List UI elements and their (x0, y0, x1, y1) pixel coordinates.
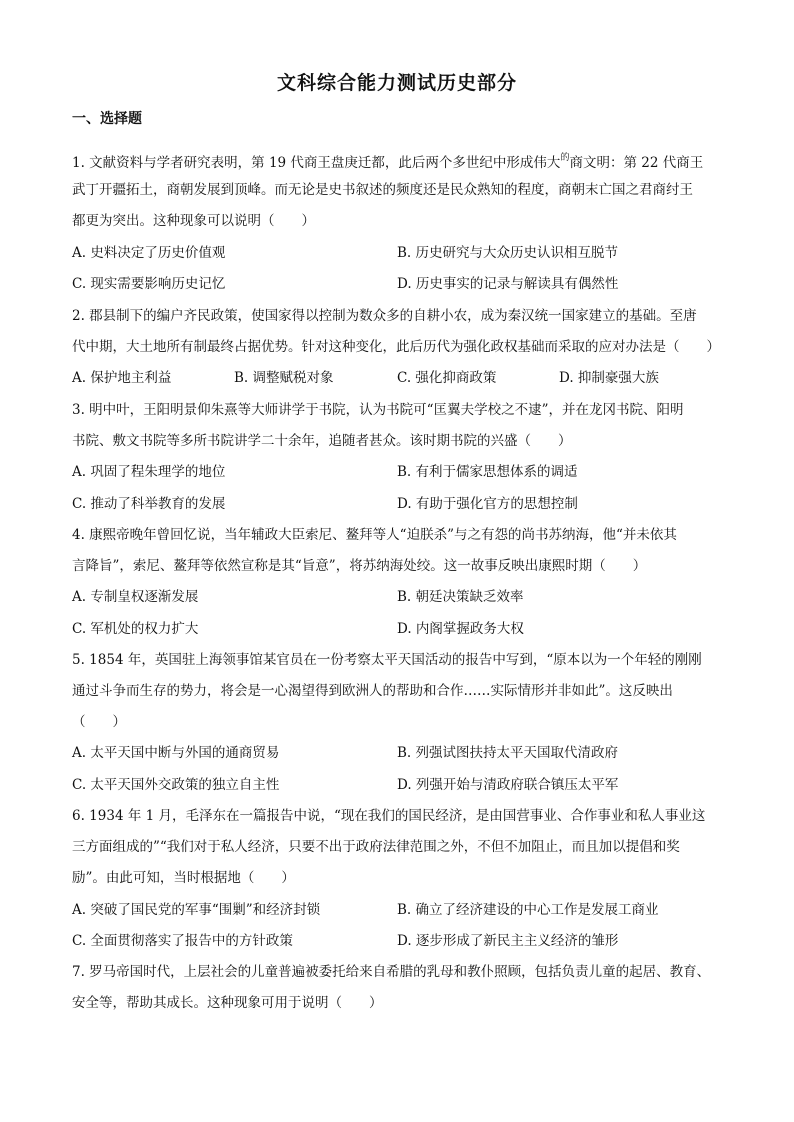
question-4-option-a: A. 专制皇权逐渐发展 (72, 589, 199, 605)
question-3-option-a: A. 巩固了程朱理学的地位 (72, 464, 226, 480)
question-5-option-d: D. 列强开始与清政府联合镇压太平军 (397, 777, 619, 793)
question-6-option-b: B. 确立了经济建设的中心工作是发展工商业 (397, 902, 659, 918)
section-heading: 一、选择题 (72, 111, 142, 127)
question-5-option-a: A. 太平天国中断与外国的通商贸易 (72, 745, 280, 761)
question-4-line-1: 4. 康熙帝晚年曾回忆说，当年辅政大臣索尼、鳌拜等人“迫朕杀”与之有怨的尚书苏纳海，他“并未依其 (72, 527, 677, 543)
question-5-option-b: B. 列强试图扶持太平天国取代清政府 (397, 745, 619, 761)
question-4-option-b: B. 朝廷决策缺乏效率 (397, 589, 524, 605)
question-6-option-c: C. 全面贯彻落实了报告中的方针政策 (72, 933, 293, 949)
question-6-line-2: 三方面组成的”“我们对于私人经济，只要不出于政府法律范围之外，不但不加阻止，而且加以提倡和奖 (72, 839, 680, 855)
question-6-line-1: 6. 1934 年 1 月，毛泽东在一篇报告中说，“现在我们的国民经济，是由国营事业、合作事业和私人事业这 (72, 808, 706, 824)
question-1-option-d: D. 历史事实的记录与解读具有偶然性 (397, 276, 619, 292)
question-4-option-c: C. 军机处的权力扩大 (72, 621, 199, 637)
question-2-line-2: 代中期，大土地所有制最终占据优势。针对这种变化，此后历代为强化政权基础而采取的应对办法是（ ） (72, 339, 720, 355)
question-4-option-d: D. 内阁掌握政务大权 (397, 621, 524, 637)
question-5-option-c: C. 太平天国外交政策的独立自主性 (72, 777, 280, 793)
question-3-option-c: C. 推动了科举教育的发展 (72, 496, 226, 512)
question-6-line-3: 励”。由此可知，当时根据地（ ） (72, 870, 295, 886)
question-7-line-2: 安全等，帮助其成长。这种现象可用于说明（ ） (72, 995, 383, 1011)
question-3-option-b: B. 有利于儒家思想体系的调适 (397, 464, 578, 480)
question-2-option-b: B. 调整赋税对象 (234, 370, 334, 386)
page-title: 文科综合能力测试历史部分 (276, 72, 517, 94)
question-3-option-d: D. 有助于强化官方的思想控制 (397, 496, 578, 512)
question-1-option-b: B. 历史研究与大众历史认识相互脱节 (397, 245, 619, 261)
superscript-note: 的 (560, 153, 570, 163)
question-3-line-1: 3. 明中叶，王阳明景仰朱熹等大师讲学于书院，认为书院可“匡翼夫学校之不逮”，并在龙冈书院、阳明 (72, 402, 684, 418)
question-5-line-3: （ ） (72, 714, 126, 730)
question-5-line-2: 通过斗争而生存的势力，将会是一心渴望得到欧洲人的帮助和合作……实际情形并非如此”。这反映出 (72, 683, 673, 699)
question-1-option-a: A. 史料决定了历史价值观 (72, 245, 226, 261)
question-2-option-a: A. 保护地主利益 (72, 370, 172, 386)
question-5-line-1: 5. 1854 年，英国驻上海领事馆某官员在一份考察太平天国活动的报告中写到，“原本以为一个年轻的刚刚 (72, 652, 702, 668)
question-2-line-1: 2. 郡县制下的编户齐民政策，使国家得以控制为数众多的自耕小农，成为秦汉统一国家建立的基础。至唐 (72, 308, 697, 324)
question-1-line-2: 武丁开疆拓土，商朝发展到顶峰。而无论是史书叙述的频度还是民众熟知的程度，商朝末亡国之君商纣王 (72, 182, 693, 198)
question-3-line-2: 书院、敷文书院等多所书院讲学二十余年，追随者甚众。该时期书院的兴盛（ ） (72, 433, 572, 449)
question-2-option-d: D. 抑制豪强大族 (559, 370, 659, 386)
question-1-line-1: 1. 文献资料与学者研究表明，第 19 代商王盘庚迁都，此后两个多世纪中形成伟大$^的$商文明：第 22 代商王 (72, 153, 704, 171)
question-1-option-c: C. 现实需要影响历史记忆 (72, 276, 226, 292)
question-1-line-3: 都更为突出。这种现象可以说明（ ） (72, 213, 315, 229)
question-6-option-d: D. 逐步形成了新民主主义经济的雏形 (397, 933, 619, 949)
question-7-line-1: 7. 罗马帝国时代，上层社会的儿童普遍被委托给来自希腊的乳母和教仆照顾，包括负责儿童的起居、教育、 (72, 964, 711, 980)
question-2-option-c: C. 强化抑商政策 (397, 370, 497, 386)
question-6-option-a: A. 突破了国民党的军事“围剿”和经济封锁 (72, 902, 321, 918)
question-4-line-2: 言降旨”，索尼、鳌拜等依然宣称是其“旨意”，将苏纳海处绞。这一故事反映出康熙时期（ ） (72, 558, 647, 574)
